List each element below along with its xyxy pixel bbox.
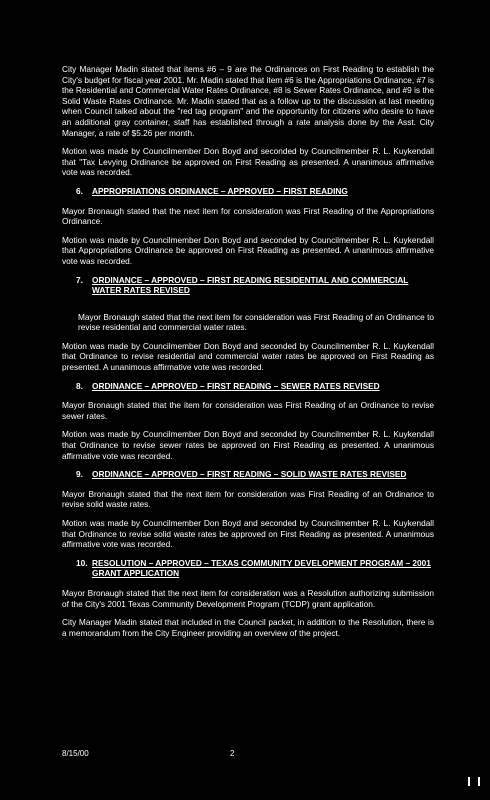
section-paragraph: Motion was made by Councilmember Don Boyd and seconded by Councilmember R. L. Kuykendall that Ordinance to revise residential and commercial water rates be approved on First Reading as presented. A unanimous affirmative vote was recorded. (62, 340, 434, 373)
section-title: RESOLUTION – APPROVED – TEXAS COMMUNITY DEVELOPMENT PROGRAM – 2001 GRANT APPLICATION (92, 557, 431, 579)
section-number: 7. (76, 274, 83, 285)
tax-levy-motion-paragraph: Motion was made by Councilmember Don Boyd and seconded by Councilmember R. L. Kuykendall that "Tax Levying Ordinance be approved on First Reading as presented. A unanimous affirmative vote was recorded. (62, 146, 434, 178)
page-number: 2 (230, 749, 235, 758)
section-paragraph: Motion was made by Councilmember Don Boyd and seconded by Councilmember R. L. Kuykendall that Appropriations Ordinance be approved on First Reading as presented. A unanimous affirmative vote was recorded. (62, 234, 434, 266)
section-title: ORDINANCE – APPROVED – FIRST READING RESIDENTIAL AND COMMERCIAL WATER RATES REVISED (92, 274, 409, 296)
section-heading-9 (62, 469, 434, 480)
section-paragraph: Mayor Bronaugh stated that the next item for consideration was First Reading of an Ordinance to revise solid waste rates. (62, 488, 434, 510)
minutes-body (62, 64, 434, 646)
section-paragraph: City Manager Madin stated that included in the Council packet, in addition to the Resolution, there is a memorandum from the City Engineer providing an overview of the project. (62, 617, 434, 638)
section-paragraph: Motion was made by Councilmember Don Boyd and seconded by Councilmember R. L. Kuykendall that Ordinance to revise solid waste rates be approved on First Reading as presented. A unanimous affirmative vote was recorded. (62, 518, 434, 550)
intro-paragraph: City Manager Madin stated that items #6 – 9 are the Ordinances on First Reading to establish the City's budget for fiscal year 2001. Mr. Madin stated that item #6 is the Appropriations Ordinance, #7 is the Residential and Commercial Water Rates Ordinance, #8 is Sewer Rates Ordinance, and #9 is the Solid Waste Rates Ordinance. Mr. Madin stated that as a follow up to the discussion at last meeting when Council talked about the "red tag program" and the opportunity for citizens who desire to have an additional gray container, staff has established through a rate analysis done by the Asst. City Manager, a rate of $5.26 per month. (62, 64, 434, 138)
section-paragraph: Mayor Bronaugh stated that the next item for consideration was First Reading of the Appropriations Ordinance. (62, 205, 434, 227)
section-heading-8 (62, 381, 434, 392)
section-paragraph: Mayor Bronaugh stated that the next item for consideration was a Resolution authorizing submission of the City's 2001 Texas Community Development Program (TCDP) grant application. (62, 587, 434, 609)
section-paragraph: Mayor Bronaugh stated that the next item for consideration was First Reading of an Ordinance to revise residential and commercial water rates. (78, 311, 434, 333)
footer-date: 8/15/00 (62, 749, 89, 758)
section-paragraph: Motion was made by Councilmember Don Boyd and seconded by Councilmember R. L. Kuykendall that Ordinance to revise sewer rates be approved on First Reading as presented. A unanimous affirmative vote was recorded. (62, 429, 434, 461)
scan-corner-mark (468, 777, 480, 786)
section-number: 10. (76, 557, 88, 568)
section-number: 8. (76, 380, 83, 391)
section-heading-10 (62, 558, 434, 579)
section-title: APPROPRIATIONS ORDINANCE – APPROVED – FIRST READING (92, 185, 348, 196)
section-paragraph: Mayor Bronaugh stated that the item for consideration was First Reading of an Ordinance to revise sewer rates. (62, 400, 434, 421)
section-number: 6. (76, 185, 83, 196)
section-title: ORDINANCE – APPROVED – FIRST READING – SOLID WASTE RATES REVISED (92, 469, 407, 480)
section-heading-6 (62, 186, 434, 197)
section-heading-7 (62, 275, 434, 296)
section-title: ORDINANCE – APPROVED – FIRST READING – SEWER RATES REVISED (92, 380, 380, 391)
section-number: 9. (76, 469, 83, 480)
